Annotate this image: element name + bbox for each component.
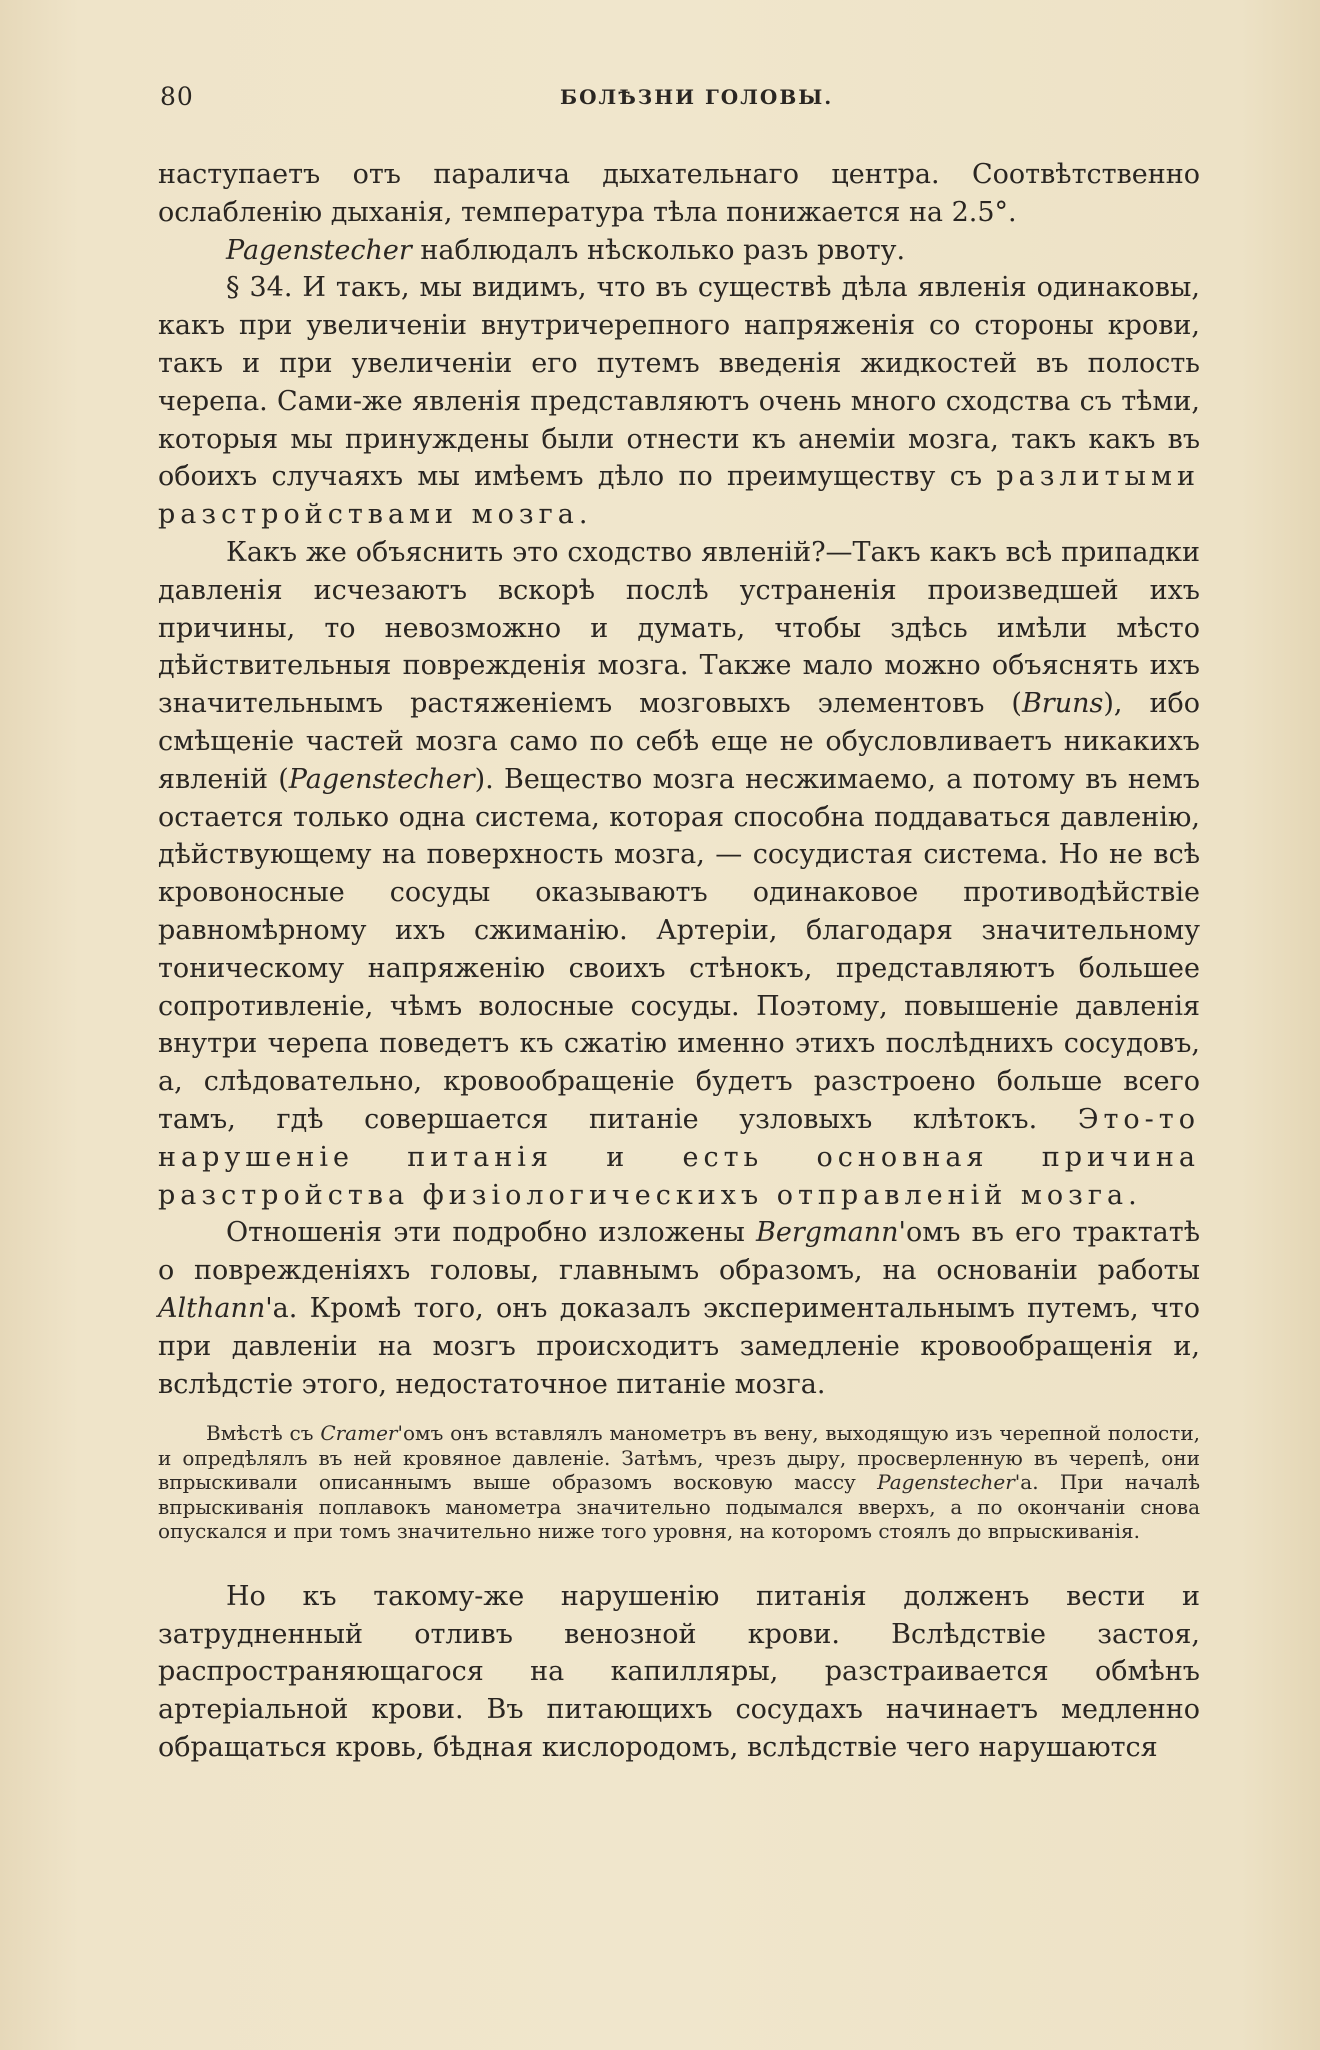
- author-name-italic: Pagenstecher: [877, 1470, 1015, 1495]
- paragraph-section-34: [158, 269, 1200, 534]
- author-name-italic: Althann: [158, 1292, 266, 1324]
- paragraph-text: Но къ такому-же нарушенію питанія долженъ вести и затрудненный отливъ венозной крови. Вслѣдствіе застоя, распространяющагося на капилляры, разстраивается обмѣнъ артеріальной крови. Въ питающихъ сосудахъ начинаетъ медленно обращаться кровь, бѣдная кислородомъ, вслѣдствіе чего нарушаются: [158, 1580, 1200, 1763]
- note-text: 'омъ онъ вставлялъ манометръ въ вену, выходящую изъ черепной полости, и опредѣлялъ въ ней кровяное давленіе. Затѣмъ, чрезъ дыру, просверленную въ черепѣ, они впрыскивали описаннымъ выше образомъ восковую массу: [158, 1421, 1201, 1495]
- author-name-italic: Pagenstecher: [288, 763, 475, 795]
- author-name-italic: Pagenstecher: [226, 234, 412, 266]
- paragraph-text: Какъ же объяснить это сходство явленій?—Такъ какъ всѣ припадки давленія исчезаютъ вскорѣ послѣ устраненія произведшей ихъ причины, то невозможно и думать, чтобы здѣсь имѣли мѣсто дѣйствительныя поврежденія мозга. Также мало можно объяснять ихъ значительнымъ растяженіемъ мозговыхъ элементовъ (: [158, 536, 1200, 720]
- small-print-note: [158, 1421, 1200, 1544]
- paragraph-text-end: .: [1128, 1179, 1137, 1211]
- paragraph-text: Отношенія эти подробно изложены: [226, 1217, 757, 1249]
- paragraph-text: наступаетъ отъ паралича дыхательнаго центра. Соотвѣтственно ослабленію дыханія, температура тѣла понижается на 2.5°.: [158, 159, 1200, 228]
- body-text: [158, 156, 1200, 1767]
- paragraph-venous-outflow: [158, 1578, 1200, 1767]
- paragraph-text: 'а. Кромѣ того, онъ доказалъ экспериментальнымъ путемъ, что при давленіи на мозгъ происходитъ замедленіе кровообращенія и, вслѣдстіе этого, недостаточное питаніе мозга.: [158, 1292, 1200, 1400]
- note-text: Вмѣстѣ съ: [206, 1421, 321, 1446]
- paragraph-explanation: [158, 534, 1200, 1214]
- paragraph-bergmann: [158, 1214, 1200, 1403]
- spaced-emphasis: разлитыми разстройствами мозга: [158, 461, 1200, 531]
- paragraph-text: наблюдалъ нѣсколько разъ рвоту.: [411, 234, 906, 266]
- note-text: 'а. При началѣ впрыскиванія поплавокъ манометра значительно подымался вверхъ, а по окончаніи снова опускался и при томъ значительно ниже того уровня, на которомъ стоялъ до впрыскиванія.: [158, 1470, 1201, 1544]
- author-name-italic: Bruns: [1021, 688, 1104, 720]
- author-name-italic: Cramer: [320, 1421, 398, 1446]
- running-title: БОЛѢЗНИ ГОЛОВЫ.: [560, 85, 834, 109]
- paragraph-text: § 34. И такъ, мы видимъ, что въ существѣ дѣла явленія одинаковы, какъ при увеличеніи внутричерепного напряженія со стороны крови, такъ и при увеличеніи его путемъ введенія жидкостей въ полость черепа. Сами-же явленія представляютъ очень много сходства съ тѣми, которыя мы принуждены были отнести къ анеміи мозга, такъ какъ въ обоихъ случаяхъ мы имѣемъ дѣло по преимуществу съ: [158, 272, 1200, 493]
- paragraph-text-end: .: [578, 499, 588, 531]
- paragraph-continuation: [158, 156, 1200, 232]
- paragraph-text: ). Вещество мозга несжимаемо, а потому въ немъ остается только одна система, которая способна поддаваться давленію, дѣйствующему на поверхность мозга, — сосудистая система. Но не всѣ кровоносные сосуды оказываютъ одинаковое противодѣйствіе равномѣрному ихъ сжиманію. Артеріи, благодаря значительному тоническому напряженію своихъ стѣнокъ, представляютъ большее сопротивленіе, чѣмъ волосные сосуды. Поэтому, повышеніе давленія внутри черепа поведетъ къ сжатію именно этихъ послѣднихъ сосудовъ, а, слѣдовательно, кровообращеніе будетъ разстроено больше всего тамъ, гдѣ совершается питаніе узловыхъ клѣтокъ.: [158, 763, 1200, 1135]
- paragraph-pagenstecher-vomiting: [158, 232, 1200, 270]
- page-header: [160, 82, 1200, 118]
- spaced-emphasis: Это-то нарушеніе питанія и есть основная причина разстройства физіологическихъ отправленій мозга: [158, 1103, 1200, 1211]
- paragraph-text: ), ибо смѣщеніе частей мозга само по себѣ еще не обусловливаетъ никакихъ явленій (: [158, 688, 1200, 795]
- paragraph-text: 'омъ въ его трактатѣ о поврежденіяхъ головы, главнымъ образомъ, на основаніи работы: [158, 1217, 1201, 1287]
- page-number: 80: [160, 82, 194, 111]
- author-name-italic: Bergmann: [756, 1217, 899, 1249]
